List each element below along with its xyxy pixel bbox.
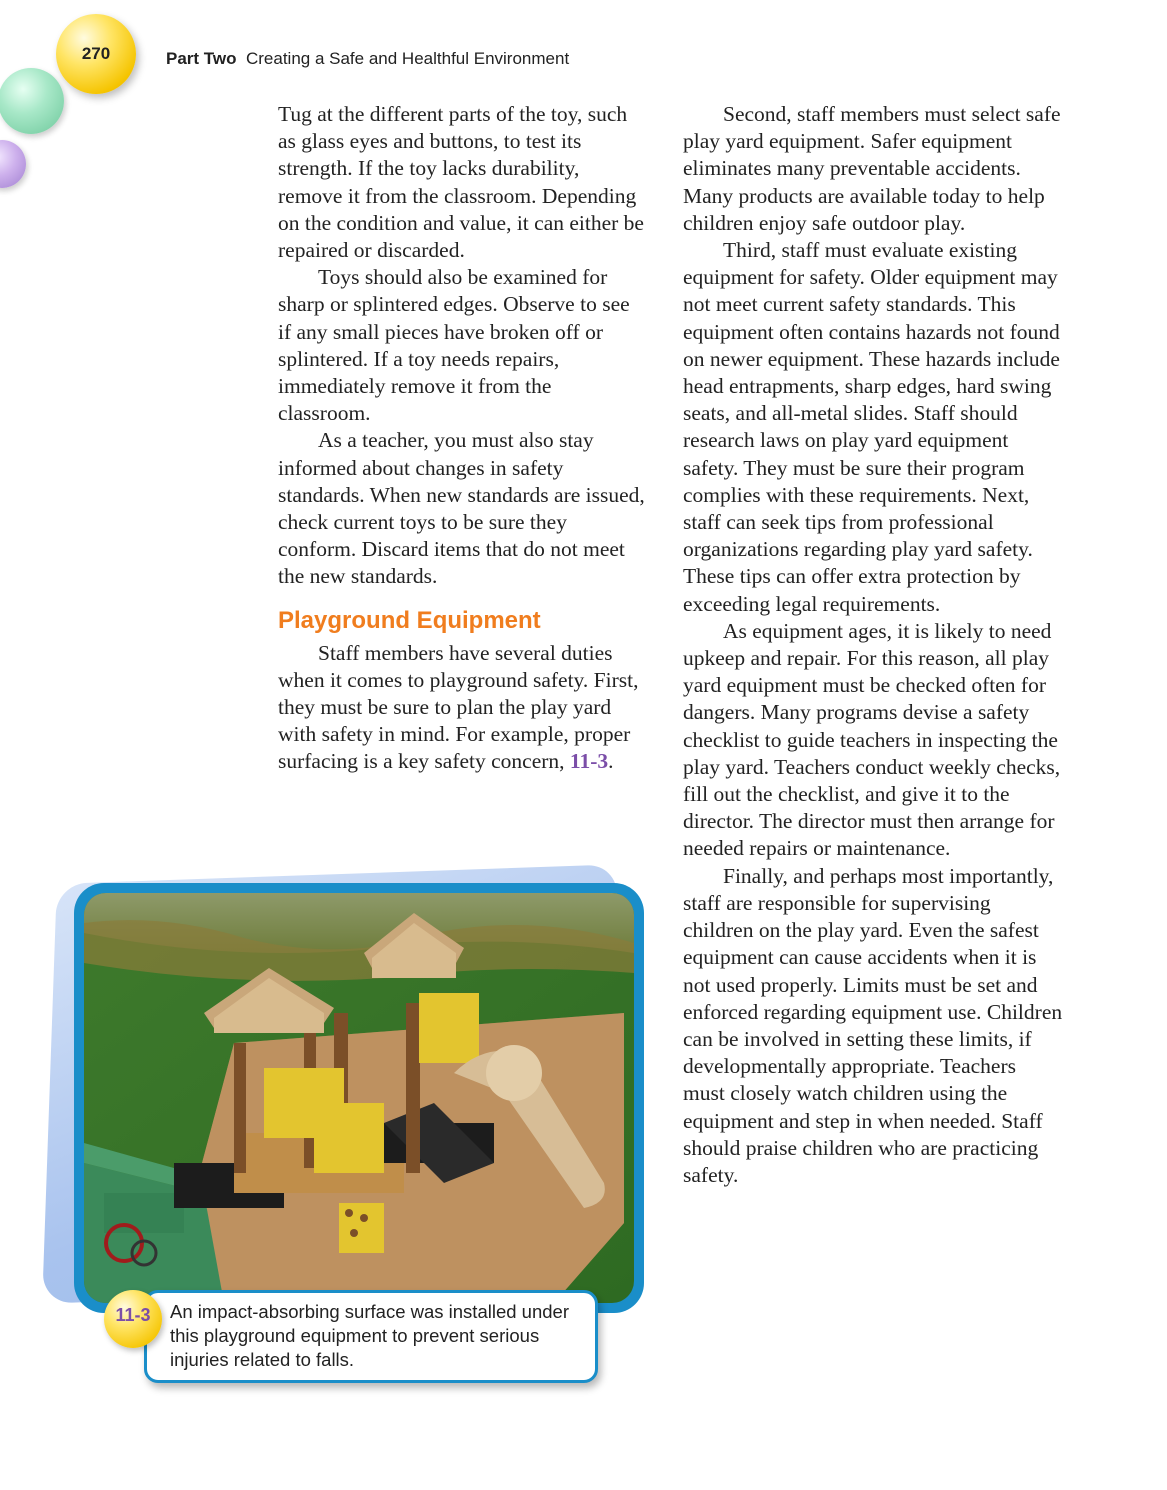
playground-photo (84, 893, 634, 1303)
paragraph: Third, staff must evaluate existing equipment for safety. Older equipment may not meet current safety standards. This equipment often contains hazards not found on newer equipment. These hazards include head entrapments, sharp edges, hard swing seats, and all-metal slides. Staff should research laws on play yard equipment safety. They must be sure their program complies with these requirements. Next, staff can seek tips from professional organizations regarding play yard safety. These tips can offer extra protection by exceeding legal requirements. (683, 238, 1060, 616)
decorative-purple-ball-icon (0, 140, 26, 188)
figure-number: 11-3 (115, 1305, 151, 1325)
section-heading: Playground Equipment (278, 606, 541, 634)
running-header (166, 49, 569, 69)
left-column (278, 101, 648, 776)
paragraph: Second, staff members must select safe play yard equipment. Safer equipment eliminates many preventable accidents. Many products are available today to help children enjoy safe outdoor play. (683, 102, 1061, 235)
paragraph-text: Staff members have several duties when it comes to playground safety. First, they must be sure to plan the play yard with safety in mind. For example, proper surfacing is a key safety concern, (278, 640, 639, 774)
paragraph: As a teacher, you must also stay informed about changes in safety standards. When new standards are issued, check current toys to be sure they conform. Discard items that do not meet the new standards. (278, 428, 645, 589)
paragraph: Tug at the different parts of the toy, such as glass eyes and buttons, to test its strength. If the toy lacks durability, remove it from the classroom. Depending on the condition and value, it can either be repaired or discarded. (278, 102, 644, 263)
paragraph (278, 640, 648, 776)
figure-reference-link[interactable]: 11-3 (569, 749, 609, 774)
part-label: Part Two (166, 49, 237, 68)
right-column (683, 101, 1063, 1189)
decorative-green-ball-icon (0, 68, 64, 134)
paragraph: Finally, and perhaps most importantly, staff are responsible for supervising children on the play yard. Even the safest equipment can cause accidents when it is not used properly. Limits must be set and enforced regarding equipment use. Children can be involved in setting these limits, if developmentally appropriate. Teachers must closely watch children using the equipment and step in when needed. Staff should praise children who are practicing safety. (683, 863, 1063, 1187)
chapter-title: Creating a Safe and Healthful Environment (245, 49, 570, 68)
figure-caption: An impact-absorbing surface was installed under this playground equipment to prevent serious injuries related to falls. (170, 1301, 569, 1370)
paragraph-end: . (608, 749, 614, 774)
paragraph: Toys should also be examined for sharp or splintered edges. Observe to see if any small pieces have broken off or splintered. If a toy needs repairs, immediately remove it from the classroom. (278, 265, 630, 426)
page-number: 270 (81, 44, 111, 63)
paragraph: As equipment ages, it is likely to need upkeep and repair. For this reason, all play yard equipment must be checked often for dangers. Many programs devise a safety checklist to guide teachers in inspecting the play yard. Teachers conduct weekly checks, fill out the checklist, and give it to the director. The director must then arrange for needed repairs or maintenance. (683, 618, 1061, 861)
